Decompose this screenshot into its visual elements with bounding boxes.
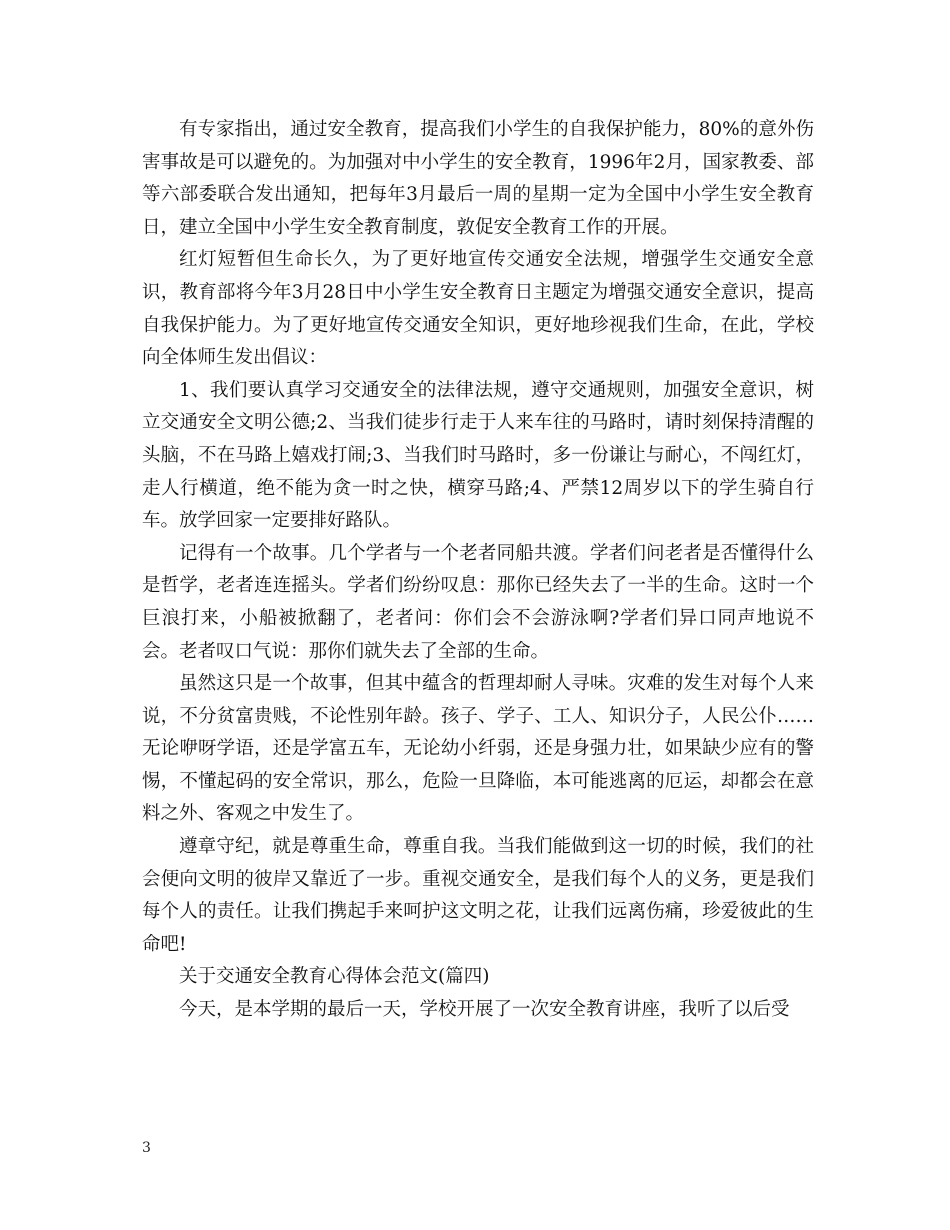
page-number: 3	[142, 1140, 151, 1156]
paragraph-story-meaning: 虽然这只是一个故事，但其中蕴含的哲理却耐人寻味。灾难的发生对每个人来说，不分贫富贵贱，不论性别年龄。孩子、学子、工人、知识分子，人民公仆……无论咿呀学语，还是学富五车，无论幼小纤弱，还是身强力壮，如果缺少应有的警惕，不懂起码的安全常识，那么，危险一旦降临，本可能逃离的厄运，却都会在意料之外、客观之中发生了。	[142, 673, 814, 825]
paragraph-conclusion: 遵章守纪，就是尊重生命，尊重自我。当我们能做到这一切的时候，我们的社会便向文明的彼岸又靠近了一步。重视交通安全，是我们每个人的义务，更是我们每个人的责任。让我们携起手来呵护这文明之花，让我们远离伤痛，珍爱彼此的生命吧!	[142, 836, 814, 955]
document-body	[142, 114, 814, 1027]
section-title: 关于交通安全教育心得体会范文(篇四)	[179, 966, 490, 988]
paragraph-safety-education: 有专家指出，通过安全教育，提高我们小学生的自我保护能力，80%的意外伤害事故是可以避免的。为加强对中小学生的安全教育，1996年2月，国家教委、部等六部委联合发出通知，把每年3月最后一周的星期一定为全国中小学生安全教育日，建立全国中小学生安全教育制度，敦促安全教育工作的开展。	[142, 119, 814, 238]
paragraph-story: 记得有一个故事。几个学者与一个老者同船共渡。学者们问老者是否懂得什么是哲学，老者连连摇头。学者们纷纷叹息：那你已经失去了一半的生命。这时一个巨浪打来，小船被掀翻了，老者问：你们会不会游泳啊?学者们异口同声地说不会。老者叹口气说：那你们就失去了全部的生命。	[142, 542, 814, 662]
paragraph-proposals: 1、我们要认真学习交通安全的法律法规，遵守交通规则，加强安全意识，树立交通安全文明公德;2、当我们徒步行走于人来车往的马路时，请时刻保持清醒的头脑，不在马路上嬉戏打闹;3、当我们时马路时，多一份谦让与耐心，不闯红灯，走人行横道，绝不能为贪一时之快，横穿马路;4、严禁12周岁以下的学生骑自行车。放学回家一定要排好路队。	[142, 379, 814, 532]
paragraph-last: 今天，是本学期的最后一天，学校开展了一次安全教育讲座，我听了以后受	[179, 999, 790, 1021]
paragraph-red-light: 红灯短暂但生命长久，为了更好地宣传交通安全法规，增强学生交通安全意识，教育部将今年3月28日中小学生安全教育日主题定为增强交通安全意识，提高自我保护能力。为了更好地宣传交通安全知识，更好地珍视我们生命，在此，学校向全体师生发出倡议：	[142, 249, 814, 369]
